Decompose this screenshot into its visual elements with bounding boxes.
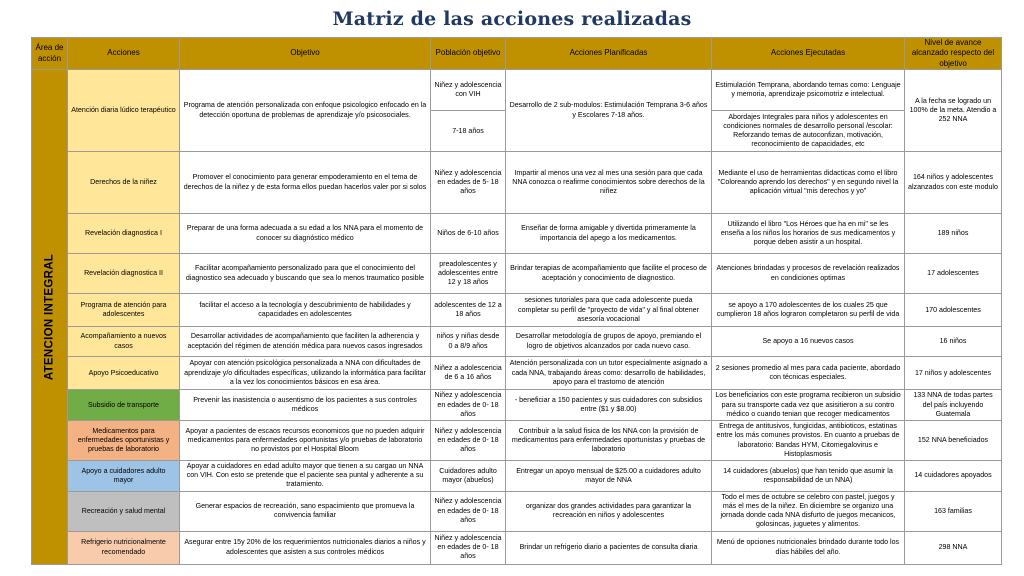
- page-title: Matriz de las acciones realizadas: [332, 8, 692, 30]
- row-objetivo: Apoyar a pacientes de escaos recursos economicos que no pueden adquirir medicamentos para enfermedades oportunistas y/o pruebas de laboratorio no provistos por el Hospital Bloom: [180, 421, 431, 461]
- table-row: [32, 254, 1002, 294]
- row-objetivo: Preparar de una forma adecuada a su edad a los NNA para el momento de conocer su diagnóstico médico: [180, 214, 431, 254]
- row-accion: Apoyo a cuidadores adulto mayor: [68, 461, 180, 492]
- table-row: [32, 491, 1002, 531]
- row-accion: Revelación diagnostica I: [68, 214, 180, 254]
- row-poblacion: Niñez y adolescencia en edades de 0- 18 años: [431, 390, 506, 421]
- row-accion: Recreación y salud mental: [68, 491, 180, 531]
- row-ejecutadas: Entrega de antitusivos, fungicidas, antibioticos, estatinas entre los más comunes provistos. En cuanto a pruebas de laboratorio: Bandas HYM, Citomegalovirus e Histoplasmosis: [712, 421, 905, 461]
- row-objetivo: Generar espacios de recreación, sano espacimiento que promueva la convivencia familiar: [180, 491, 431, 531]
- table-row: [32, 294, 1002, 327]
- row-planificadas: - beneficiar a 150 pacientes y sus cuidadores con subsidios entre ($1 y $8.00): [506, 390, 712, 421]
- row-nivel: 164 niños y adolescentes alzanzados con este modulo: [905, 152, 1002, 214]
- row-poblacion: niños y niñas desde 0 a 8/9 años: [431, 327, 506, 357]
- row-nivel: 152 NNA beneficiados: [905, 421, 1002, 461]
- row-accion: Atención diaria lúdico terapéutico: [68, 70, 180, 152]
- row-poblacion: adolescentes de 12 a 18 años: [431, 294, 506, 327]
- row-ejecutadas: 14 cuidadores (abuelos) que han tenido que asumir la responsabilidad de un NNA): [712, 461, 905, 492]
- row-poblacion: Cuidadores adulto mayor (abuelos): [431, 461, 506, 492]
- header-poblacion: Población objetivo: [431, 38, 506, 70]
- row-ejecutadas: se apoyo a 170 adolescentes de los cuales 25 que cumplieron 18 años lograron completaron su perfil de vida: [712, 294, 905, 327]
- row-objetivo: facilitar el acceso a la tecnología y descubrimiento de habilidades y capacidades en adolescentes: [180, 294, 431, 327]
- row-accion: Medicamentos para enfermedades oportunistas y pruebas de laboratorio: [68, 421, 180, 461]
- row-poblacion: Niñez y adolescencia en edades de 5- 18 años: [431, 152, 506, 214]
- table-row: [32, 152, 1002, 214]
- row-planificadas: Impartir al menos una vez al mes una sesión para que cada NNA conozca o reafirme conocimientos sobre derechos de la niñez: [506, 152, 712, 214]
- row-ejecutadas: 2 sesiones promedio al mes para cada paciente, abordado con técnicas especiales.: [712, 357, 905, 390]
- row-nivel: 14 cuidadores apoyados: [905, 461, 1002, 492]
- row-nivel: 170 adolescentes: [905, 294, 1002, 327]
- row-objetivo: Asegurar entre 15y 20% de los requerimientos nutricionales diarios a niños y adolescentes que asisten a sus controles médicos: [180, 531, 431, 564]
- row-objetivo: Apoyar a cuidadores en edad adulto mayor que tienen a su cargao un NNA con VIH. Con esto se pretende que el paciente sea puntal y adherente a su tratamiento.: [180, 461, 431, 492]
- row-nivel: 163 familias: [905, 491, 1002, 531]
- header-row: [32, 38, 1002, 70]
- table-row: [32, 214, 1002, 254]
- actions-matrix-table: [31, 37, 1002, 565]
- row-poblacion: Niñez y adolescencia con VIH: [431, 70, 506, 111]
- table-row: [32, 357, 1002, 390]
- row-planificadas: Brindar terapias de acompañamiento que facilite el proceso de aceptación y conocimiento de diagnostico.: [506, 254, 712, 294]
- row-accion: Refrigerio nutricionalmente recomendado: [68, 531, 180, 564]
- row-poblacion: Niñez a adolescencia de 6 a 16 años: [431, 357, 506, 390]
- row-ejecutadas: Mediante el uso de herramientas didacticas como el libro "Coloreando aprendo los derechos" y en segundo nivel la aplicación virtual "mis derechos y yo": [712, 152, 905, 214]
- row-accion: Programa de atención para adolescentes: [68, 294, 180, 327]
- row-objetivo: Apoyar con atención psicológica personalizada a NNA con dificultades de aprendizaje y/o dificultades específicas, utilizando la informática para facilitar a la vez los conocimientos básicos en esa área.: [180, 357, 431, 390]
- header-planificadas: Acciones Planificadas: [506, 38, 712, 70]
- row-nivel: A la fecha se logrado un 100% de la meta. Atendio a 252 NNA: [905, 70, 1002, 152]
- row-planificadas: organizar dos grandes actividades para garantizar la recreación en niños y adolescentes: [506, 491, 712, 531]
- row-poblacion: Niñez y adolescencia en edades de 0- 18 años: [431, 491, 506, 531]
- row-accion: Subsidio de transporte: [68, 390, 180, 421]
- row-nivel: 133 NNA de todas partes del país incluyendo Guatemala: [905, 390, 1002, 421]
- row-accion: Apoyo Psicoeducativo: [68, 357, 180, 390]
- row-ejecutadas: Estimulación Temprana, abordando temas como: Lenguaje y memoria, aprendizaje psicomotriz e intelectual.: [712, 70, 905, 111]
- table-row: [32, 421, 1002, 461]
- row-planificadas: Contribuir a la salud fisica de los NNA con la provisión de medicamentos para enfermedades oportunistas y pruebas de laboratorio: [506, 421, 712, 461]
- row-poblacion: Niños de 6-10 años: [431, 214, 506, 254]
- row-poblacion: Niñez y adolescencia en edades de 0- 18 años: [431, 531, 506, 564]
- row-accion: Revelación diagnostica II: [68, 254, 180, 294]
- row-planificadas: Desarrollo de 2 sub-modulos: Estimulación Temprana 3-6 años y Escolares 7-18 años.: [506, 70, 712, 152]
- row-planificadas: Desarrollar metodología de grupos de apoyo, premiando el logro de objetivos alcanzados por cada nuevo caso.: [506, 327, 712, 357]
- header-objetivo: Objetivo: [180, 38, 431, 70]
- row-poblacion: preadolescentes y adolescentes entre 12 y 18 años: [431, 254, 506, 294]
- row-ejecutadas: Abordajes Integrales para niños y adolescentes en condiciones normales de desarrollo personal /escolar: Reforzando temas de autoconfizan, motivación, reconocimiento de capacidades, etc: [712, 111, 905, 152]
- row-objetivo: Prevenir las inasistencia o ausentismo de los pacientes a sus controles médicos: [180, 390, 431, 421]
- header-nivel: Nivel de avance alcanzado respecto del objetivo: [905, 38, 1002, 70]
- row-nivel: 189 niños: [905, 214, 1002, 254]
- row-objetivo: Programa de atención personalizada con enfoque psicologico enfocado en la detección oportuna de problemas de aprendizaje y/o psicosociales.: [180, 70, 431, 152]
- header-acciones: Acciones: [68, 38, 180, 70]
- table-row: [32, 390, 1002, 421]
- row-ejecutadas: Todo el mes de octubre se celebro con pastel, juegos y más el mes de la niñez. En diciembre se organizo una jornada donde cada NNA disfurto de juegos mecanicos, golosincas, juguetes y alimentos.: [712, 491, 905, 531]
- row-planificadas: Entregar un apoyo mensual de $25.00 a cuidadores adulto mayor de NNA: [506, 461, 712, 492]
- header-area: Área de acción: [32, 38, 68, 70]
- row-objetivo: Promover el conocimiento para generar empoderamiento en el tema de derechos de la niñez y de esta forma ellos puedan hacerlos valer por si solos: [180, 152, 431, 214]
- row-planificadas: Atención personalizada con un tutor especialmente asignado a cada NNA, trabajando áreas como: desarrollo de habilidades, apoyo para el trastorno de atención: [506, 357, 712, 390]
- row-poblacion: Niñez y adolescencia en edades de 0- 18 años: [431, 421, 506, 461]
- row-accion: Derechos de la niñez: [68, 152, 180, 214]
- row-planificadas: Enseñar de forma amigable y divertida primeramente la importancia del apego a los medicamentos.: [506, 214, 712, 254]
- row-ejecutadas: Utilizando el libro "Los Héroes que ha en mi" se les enseña a los niños los horarios de sus medicamentos y porque deben asistir a un hospital.: [712, 214, 905, 254]
- header-ejecutadas: Acciones Ejecutadas: [712, 38, 905, 70]
- area-label: ATENCION INTEGRAL: [43, 253, 56, 381]
- table-row: [32, 461, 1002, 492]
- row-accion: Acompañamiento a nuevos casos: [68, 327, 180, 357]
- table-row: [32, 327, 1002, 357]
- row-planificadas: sesiones tutoriales para que cada adolescente pueda completar su perfil de "proyecto de vida" y al final obtener asesoría vocacional: [506, 294, 712, 327]
- row-objetivo: Facilitar acompañamiento personalizado para que el conocimiento del diagnostico sea adecuado y buscando que sea lo menos traumatico posible: [180, 254, 431, 294]
- row-ejecutadas: Menú de opciones nutricionales brindado durante todo los días hábiles del año.: [712, 531, 905, 564]
- area-label-cell: [32, 70, 68, 564]
- row-nivel: 16 niños: [905, 327, 1002, 357]
- row-poblacion: 7-18 años: [431, 111, 506, 152]
- row-objetivo: Desarrollar actividades de acompañamiento que faciliten la adherencia y aceptación del régimen de atención médica para nuevos casos ingresados: [180, 327, 431, 357]
- table-row: [32, 531, 1002, 564]
- row-nivel: 298 NNA: [905, 531, 1002, 564]
- row-ejecutadas: Se apoyo a 16 nuevos casos: [712, 327, 905, 357]
- row-ejecutadas: Atenciones brindadas y procesos de revelación realizados en condiciones optimas: [712, 254, 905, 294]
- row-nivel: 17 niños y adolescentes: [905, 357, 1002, 390]
- row-nivel: 17 adolescentes: [905, 254, 1002, 294]
- row-ejecutadas: Los beneficiarios con este programa recibieron un subsidio para su transporte cada vez que asisitieron a su contro médico o cuando tenian que recoger medicamentos: [712, 390, 905, 421]
- table-row: [32, 70, 1002, 111]
- row-planificadas: Brindar un refrigerio diario a pacientes de consulta diaria: [506, 531, 712, 564]
